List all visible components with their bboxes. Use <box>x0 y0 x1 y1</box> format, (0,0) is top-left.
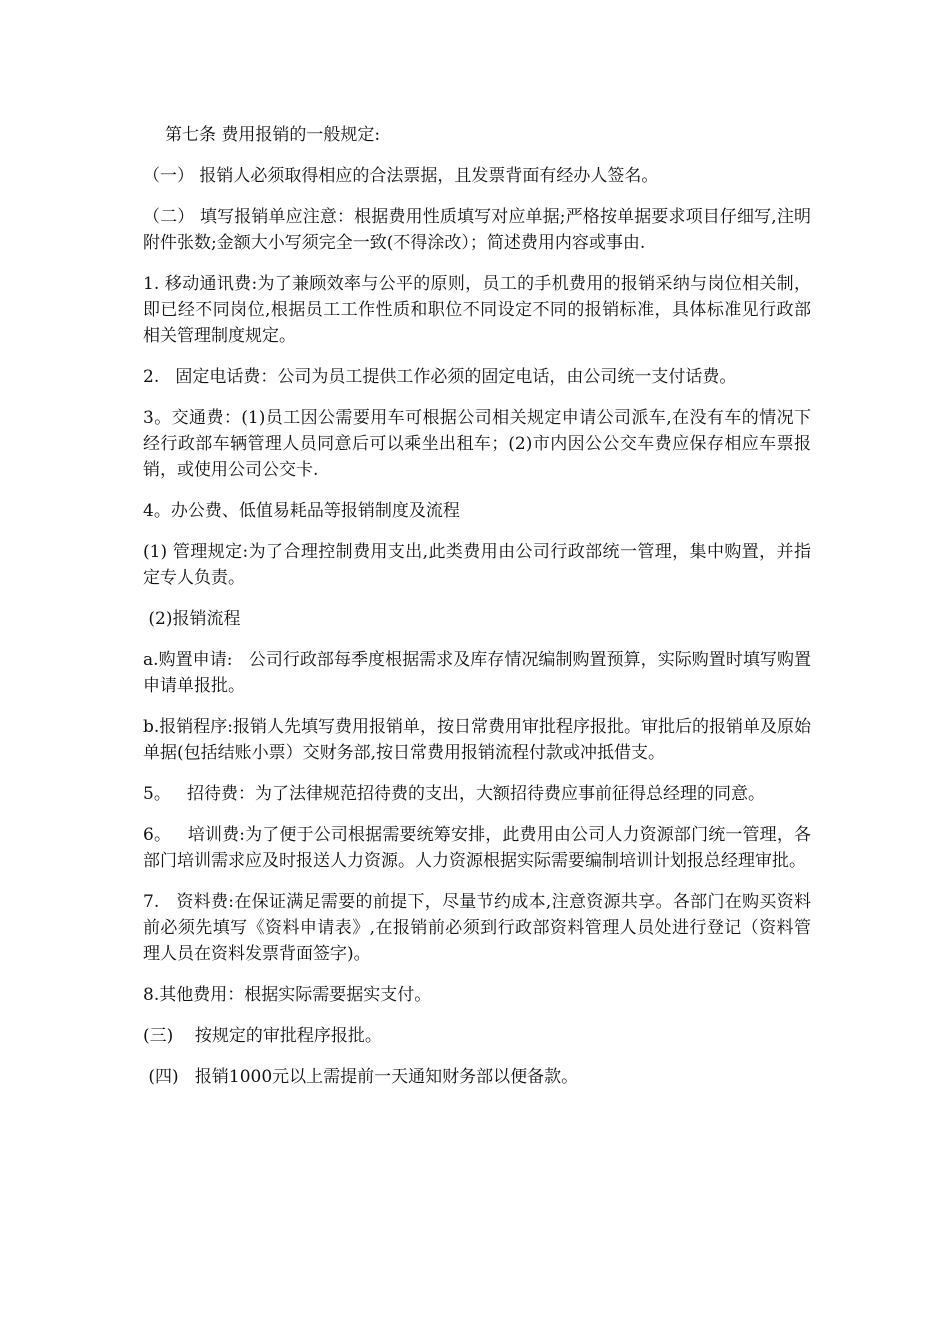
item-landline-fee: 2. 固定电话费：公司为员工提供工作必须的固定电话，由公司统一支付话费。 <box>143 367 737 387</box>
purchase-application: a.购置申请: 公司行政部每季度根据需求及库存情况编制购置预算，实际购置时填写购置申请单报批。 <box>143 650 811 696</box>
item-entertainment-fee: 5。 招待费：为了法律规范招待费的支出，大额招待费应事前征得总经理的同意。 <box>143 784 766 804</box>
item-other-fees: 8.其他费用：根据实际需要据实支付。 <box>143 985 432 1005</box>
clause-1: （一） 报销人必须取得相应的合法票据，且发票背面有经办人签名。 <box>143 166 659 186</box>
item-training-fee: 6。 培训费:为了便于公司根据需要统筹安排，此费用由公司人力资源部门统一管理，各部门培训需求应及时报送人力资源。人力资源根据实际需要编制培训计划报总经理审批。 <box>143 825 811 871</box>
item-office-supplies: 4。办公费、低值易耗品等报销制度及流程 <box>143 501 460 521</box>
reimbursement-procedure: b.报销程序:报销人先填写费用报销单，按日常费用审批程序报批。审批后的报销单及原始单据(包括结账小票）交财务部,按日常费用报销流程付款或冲抵借支。 <box>143 717 812 763</box>
clause-4: (四) 报销1000元以上需提前一天通知财务部以便备款。 <box>143 1067 579 1087</box>
office-management-rule: (1) 管理规定:为了合理控制费用支出,此类费用由公司行政部统一管理，集中购置，并指定专人负责。 <box>143 542 811 588</box>
clause-3: (三) 按规定的审批程序报批。 <box>143 1026 382 1046</box>
article-heading: 第七条 费用报销的一般规定: <box>165 125 381 145</box>
item-materials-fee: 7. 资料费:在保证满足需要的前提下，尽量节约成本,注意资源共享。各部门在购买资料前必须先填写《资料申请表》,在报销前必须到行政部资料管理人员处进行登记（资料管理人员在资料发票背面签字)。 <box>143 892 811 964</box>
document-body <box>143 122 811 1105</box>
item-transport-fee: 3。交通费：(1)员工因公需要用车可根据公司相关规定申请公司派车,在没有车的情况下经行政部车辆管理人员同意后可以乘坐出租车；(2)市内因公公交车费应保存相应车票报销，或使用公司公交卡. <box>143 408 811 480</box>
office-reimbursement-flow: (2)报销流程 <box>143 609 241 629</box>
clause-2: （二） 填写报销单应注意：根据费用性质填写对应单据;严格按单据要求项目仔细写,注明附件张数;金额大小写须完全一致(不得涂改）；简述费用内容或事由. <box>143 207 811 253</box>
item-mobile-fee: 1. 移动通讯费:为了兼顾效率与公平的原则，员工的手机费用的报销采纳与岗位相关制，即已经不同岗位,根据员工工作性质和职位不同设定不同的报销标准，具体标准见行政部相关管理制度规定。 <box>143 274 811 346</box>
